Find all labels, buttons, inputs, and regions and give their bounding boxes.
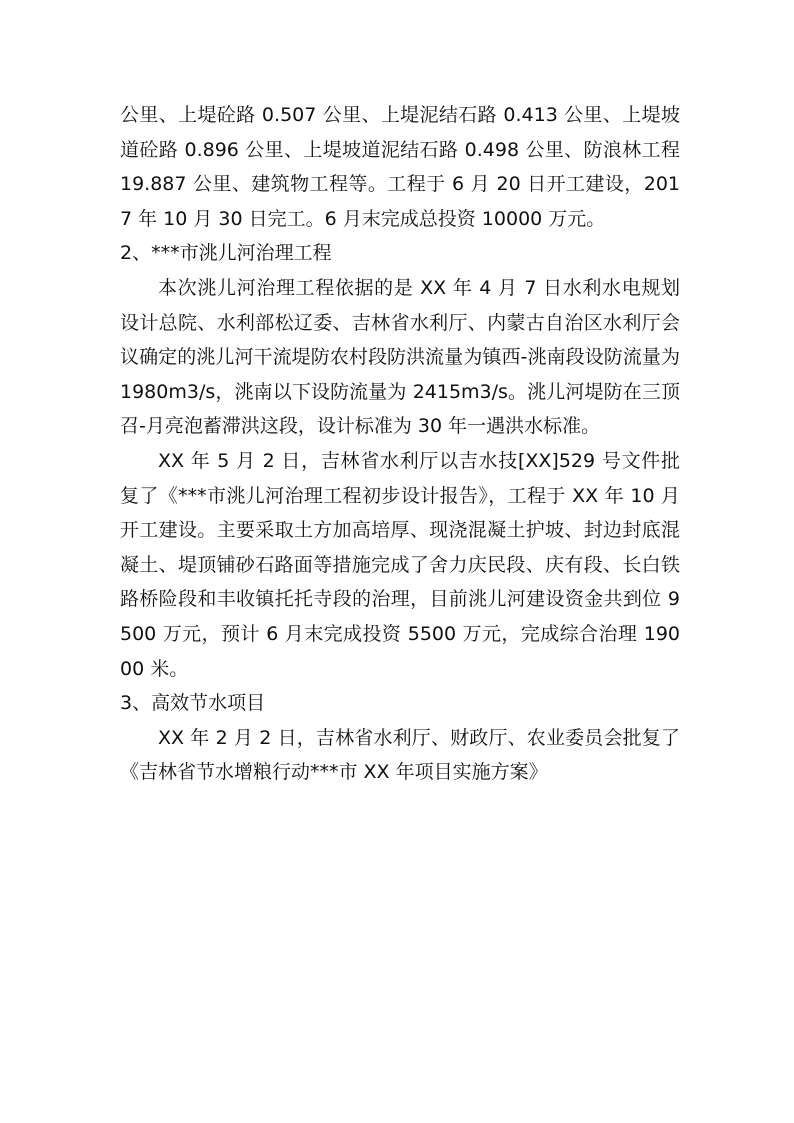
- section-heading-3: 3、高效节水项目: [120, 692, 266, 715]
- document-body: [120, 98, 680, 790]
- body-paragraph: 本次洮儿河治理工程依据的是 XX 年 4 月 7 日水利水电规划设计总院、水利部松辽委、吉林省水利厅、内蒙古自治区水利厅会议确定的洮儿河干流堤防农村段防洪流量为镇西-洮南段设防流量为 1980m3/s，洮南以下设防流量为 2415m3/s。洮儿河堤防在三顶召-月亮泡蓄滞洪这段，设计标准为 30 年一遇洪水标准。: [120, 276, 680, 438]
- body-paragraph: XX 年 2 月 2 日，吉林省水利厅、财政厅、农业委员会批复了《吉林省节水增粮行动***市 XX 年项目实施方案》: [120, 726, 680, 784]
- section-heading-2: 2、***市洮儿河治理工程: [120, 242, 332, 265]
- body-paragraph: XX 年 5 月 2 日，吉林省水利厅以吉水技[XX]529 号文件批复了《***市洮儿河治理工程初步设计报告》，工程于 XX 年 10 月开工建设。主要采取土方加高培厚、现浇混凝土护坡、封边封底混凝土、堤顶铺砂石路面等措施完成了舍力庆民段、庆有段、长白铁路桥险段和丰收镇托托寺段的治理，目前洮儿河建设资金共到位 9500 万元，预计 6 月末完成投资 5500 万元，完成综合治理 19000 米。: [120, 449, 680, 680]
- body-paragraph: 公里、上堤砼路 0.507 公里、上堤泥结石路 0.413 公里、上堤坡道砼路 0.896 公里、上堤坡道泥结石路 0.498 公里、防浪林工程 19.887 公里、建筑物工程等。工程于 6 月 20 日开工建设，2017 年 10 月 30 日完工。6 月末完成总投资 10000 万元。: [120, 104, 680, 230]
